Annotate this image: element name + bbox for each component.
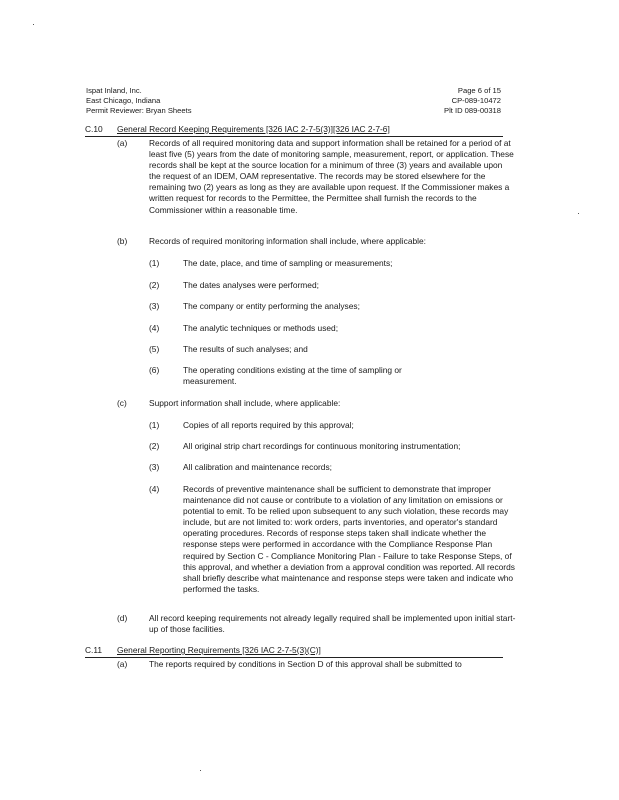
c10-b-3-label: (3): [149, 301, 160, 311]
c10-c-label: (c): [117, 398, 127, 408]
header-reviewer: Permit Reviewer: Bryan Sheets: [86, 106, 192, 115]
c10-c-2-label: (2): [149, 441, 160, 451]
c11-a-label: (a): [117, 659, 128, 669]
scan-speck: [33, 24, 34, 25]
section-c10-number: C.10: [85, 124, 103, 134]
scan-speck: [200, 770, 201, 771]
c10-c-3-text: All calibration and maintenance records;: [183, 462, 332, 472]
header-right: [341, 86, 501, 116]
c10-b-1-text: The date, place, and time of sampling or measurements;: [183, 258, 393, 268]
header-permit-number: CP-089-10472: [451, 96, 501, 105]
header-location: East Chicago, Indiana: [86, 96, 161, 105]
header-plant-id: Plt ID 089-00318: [444, 106, 501, 115]
c10-b-6-label: (6): [149, 365, 160, 375]
c10-b-label: (b): [117, 236, 128, 246]
c10-c-3-label: (3): [149, 462, 160, 472]
c10-b-6-text: The operating conditions existing at the time of sampling or measurement.: [183, 365, 402, 387]
c10-b-2-label: (2): [149, 280, 160, 290]
header-left: [86, 86, 286, 116]
header-company: Ispat Inland, Inc.: [86, 86, 142, 95]
c10-d-label: (d): [117, 613, 128, 623]
c10-c-4-text: Records of preventive maintenance shall be sufficient to demonstrate that improper maintenance did not cause or contribute to a violation of any limitation on emissions or potential to emit. To be relied upon subsequent to any such violation, these records may include, but are not limited to: work orders, parts inventories, and operator's standard operating procedures. Records of response steps taken shall indicate whether the response steps were performed in accordance with the Compliance Response Plan required by Section C - Compliance Monitoring Plan - Failure to take Response Steps, of this approval, and whether a deviation from a approval condition was reported. All records shall briefly describe what maintenance and response steps were taken and indicate who performed the tasks.: [183, 484, 515, 594]
section-c10-heading: [85, 124, 505, 135]
section-c10-title: General Record Keeping Requirements [326 IAC 2-7-5(3)][326 IAC 2-7-6]: [117, 124, 390, 134]
c10-c-1-label: (1): [149, 420, 160, 430]
c10-d-text: All record keeping requirements not already legally required shall be implemented upon initial start-up of those facilities.: [149, 613, 516, 635]
c10-c-1-text: Copies of all reports required by this approval;: [183, 420, 354, 430]
c10-b-4-text: The analytic techniques or methods used;: [183, 323, 339, 333]
c10-b-4-label: (4): [149, 323, 160, 333]
section-c11-rule: [85, 657, 503, 658]
section-c10-rule: [85, 136, 503, 137]
c10-c-text: Support information shall include, where applicable:: [149, 398, 341, 408]
header-page: Page 6 of 15: [457, 86, 501, 95]
c10-a-text: Records of all required monitoring data and support information shall be retained for a period of at least five (5) years from the date of monitoring sample, measurement, report, or application. These records shall be kept at the source location for a minimum of three (3) years and available upon the request of an IDEM, OAM representative. The records may be stored elsewhere for the remaining two (2) years as long as they are available upon request. If the Commissioner makes a written request for records to the Permittee, the Permittee shall furnish the records to the Commissioner within a reasonable time.: [149, 138, 514, 215]
c10-b-2-text: The dates analyses were performed;: [183, 280, 319, 290]
c11-a-text: The reports required by conditions in Section D of this approval shall be submitted to: [149, 659, 462, 669]
section-c11-number: C.11: [85, 645, 103, 655]
c10-b-text: Records of required monitoring information shall include, where applicable:: [149, 236, 426, 246]
c10-a-label: (a): [117, 138, 128, 148]
scan-speck: [578, 213, 579, 214]
c10-b-1-label: (1): [149, 258, 160, 268]
c10-c-4-label: (4): [149, 484, 160, 494]
c10-c-2-text: All original strip chart recordings for continuous monitoring instrumentation;: [183, 441, 461, 451]
c10-b-5-label: (5): [149, 344, 160, 354]
c10-b-3-text: The company or entity performing the analyses;: [183, 301, 360, 311]
section-c11-title: General Reporting Requirements [326 IAC 2-7-5(3)(C)]: [117, 645, 321, 655]
section-c11-heading: [85, 645, 505, 656]
c10-b-5-text: The results of such analyses; and: [183, 344, 308, 354]
